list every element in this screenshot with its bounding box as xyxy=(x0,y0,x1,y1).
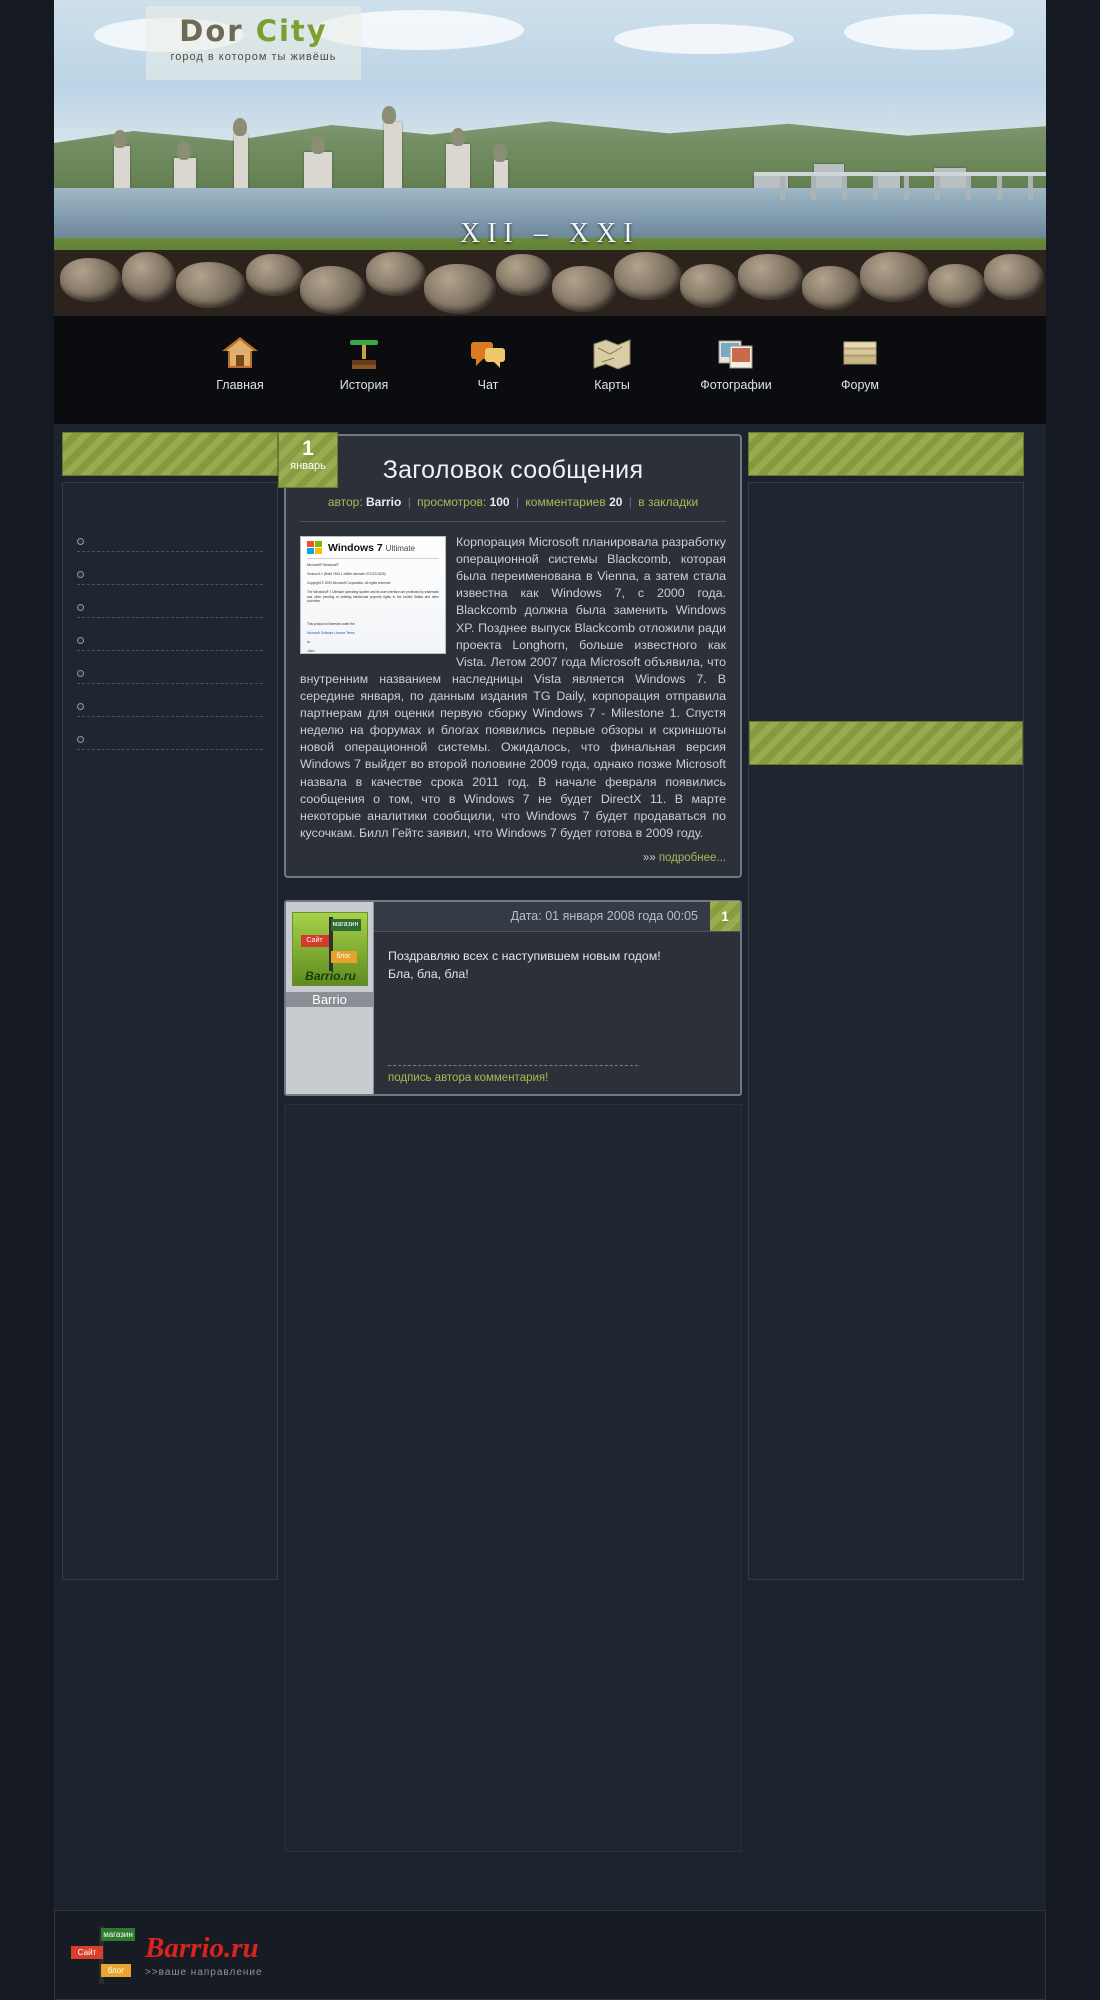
meta-separator: | xyxy=(515,495,520,509)
nav-item-label: Главная xyxy=(216,378,264,392)
nav-item-maps[interactable] xyxy=(569,330,655,392)
bullet-icon xyxy=(77,637,84,644)
nav-item-label: История xyxy=(339,378,389,392)
post-body-text: Корпорация Microsoft планировала разработку операционной системы Blackcomb, которая была переименована в Vienna, а затем стала известна как Windows 7, с 2000 года. Blackcomb должна была заменить Windows XP. Позднее выпуск Blackcomb отложили ради проекта Longhorn, больше известного как Vista. Летом 2007 года Microsoft объявила, что внутренним названием наследницы Vista является Windows 7. В середине января, по данным издания TG Daily, корпорация отправила партнерам для оценки первую сборку Windows 7 - Milestone 1. Спустя неделю на форумах и блогах появились первые обзоры и скриншоты новой операционной системы. Ожидалось, что финальная версия Windows 7 выйдет во второй половине 2009 года, однако позже Microsoft назвала в качестве срока 2011 год. В начале февраля появились сообщения о том, что в Windows 7 не будет DirectX 11. В марте некоторые аналитики сообщили, что Windows 7 будет продаваться по кусочкам. Билл Гейтс заявил, что Windows 7 будет готова в 2009 году. xyxy=(300,535,726,840)
windows-logo-icon xyxy=(307,541,323,555)
comment-card xyxy=(284,900,742,1096)
meta-separator: | xyxy=(628,495,632,509)
footer-brand-block xyxy=(145,1932,263,1978)
maps-icon xyxy=(569,330,655,372)
post-card xyxy=(284,434,742,878)
comment-number-badge: 1 xyxy=(710,901,740,931)
main-column-filler xyxy=(284,1104,742,1852)
bullet-icon xyxy=(77,670,84,677)
nav-item-label: Карты xyxy=(594,378,630,392)
list-item[interactable] xyxy=(77,531,263,552)
bullet-icon xyxy=(77,736,84,743)
list-item[interactable] xyxy=(77,696,263,717)
list-item[interactable] xyxy=(77,729,263,750)
chat-icon xyxy=(445,330,531,372)
avatar[interactable] xyxy=(292,912,368,986)
post-body xyxy=(300,534,726,842)
thumbnail-fine-print-4: The Windows® 7 Ultimate operating system and its user interface are protected by trademark and other pending or existing intellectual property rights in the United States and other countries. xyxy=(307,589,439,604)
post-title: Заголовок сообщения xyxy=(382,456,644,484)
post-more-link[interactable]: подробнее... xyxy=(658,851,726,864)
nav-item-forum[interactable] xyxy=(817,330,903,392)
post-comments-value: 20 xyxy=(609,495,623,509)
list-item[interactable] xyxy=(77,663,263,684)
avatar-brand: Barrio.ru xyxy=(305,968,356,983)
forum-icon xyxy=(817,330,903,372)
comment-text-line-1: Поздравляю всех с наступившем новым годом! xyxy=(388,948,661,963)
nav-item-chat[interactable] xyxy=(445,330,531,392)
header-stone-wall xyxy=(54,250,1046,322)
comment-body-box xyxy=(374,902,740,1094)
comment-header xyxy=(374,902,740,932)
post-author-value: Barrio xyxy=(366,495,402,509)
footer-brand[interactable]: Barrio.ru xyxy=(145,1932,259,1964)
list-item[interactable] xyxy=(77,597,263,618)
comment-text xyxy=(374,932,740,984)
bullet-icon xyxy=(77,538,84,545)
footer-sign-left: Сайт xyxy=(71,1946,103,1959)
left-sidebar-list xyxy=(62,482,278,1580)
post-author-key: автор: xyxy=(327,495,363,509)
bridge-icon xyxy=(754,150,1046,200)
thumbnail-fine-print-2: Version 6.1 (Build 7600.1.x86fre.winmain.071220-1525) xyxy=(307,572,386,577)
site-header xyxy=(54,0,1046,424)
nav-item-home[interactable] xyxy=(197,330,283,392)
nav-item-photos[interactable] xyxy=(693,330,779,392)
post-date-day: 1 xyxy=(302,437,314,460)
right-sidebar xyxy=(748,424,1032,1852)
comment-text-line-2: Бла, бла, бла! xyxy=(388,966,469,981)
cloud-icon xyxy=(844,14,1014,50)
footer-sign-bottom: блог xyxy=(101,1964,131,1977)
thumbnail-fine-print-3: Copyright © 2009 Microsoft Corporation. All rights reserved. xyxy=(307,581,392,586)
logo-title-part2: City xyxy=(255,14,328,48)
comment-date: Дата: 01 января 2008 года 00:05 xyxy=(510,909,698,924)
nav-item-label: Форум xyxy=(841,378,879,392)
post-more-row xyxy=(300,852,726,864)
left-sidebar xyxy=(54,424,278,1852)
thumbnail-license-owner: -Alex- xyxy=(307,648,316,653)
banner-centuries: XII – XXI xyxy=(460,218,640,249)
comment-signature xyxy=(388,1065,638,1084)
list-item[interactable] xyxy=(77,564,263,585)
thumbnail-license-to: to: xyxy=(307,639,311,644)
logo-tagline: город в котором ты живёшь xyxy=(170,51,337,63)
right-sidebar-header-stripe xyxy=(748,432,1024,476)
page-container xyxy=(54,0,1046,2000)
right-sidebar-panel xyxy=(748,482,1024,1580)
post-date-month: январь xyxy=(290,460,326,473)
chevron-right-icon: »» xyxy=(642,851,656,864)
post-comments-key[interactable]: комментариев xyxy=(525,495,606,509)
comment-author-name[interactable]: Barrio xyxy=(286,992,373,1007)
thumbnail-license-link[interactable]: Microsoft Software License Terms xyxy=(307,631,355,636)
post-views-value: 100 xyxy=(489,495,510,509)
footer-logo-icon[interactable] xyxy=(69,1924,139,1986)
signature-text: подпись автора комментария! xyxy=(388,1071,549,1084)
logo-title-part1: Dor xyxy=(179,14,244,48)
bullet-icon xyxy=(77,604,84,611)
thumbnail-fine-print-1: Microsoft® Windows® xyxy=(307,563,339,568)
avatar-sign-left: Сайт xyxy=(301,935,329,947)
main-navigation xyxy=(54,322,1046,424)
book-lamp-icon xyxy=(321,330,407,372)
bullet-icon xyxy=(77,703,84,710)
main-column xyxy=(278,424,748,1852)
thumbnail-os-edition: Ultimate xyxy=(385,544,416,553)
post-views-key: просмотров: xyxy=(417,495,487,509)
list-item[interactable] xyxy=(77,630,263,651)
post-date-flag xyxy=(278,432,338,488)
footer-sign-top: магазин xyxy=(101,1928,135,1941)
avatar-sign-top: магазин xyxy=(331,919,361,931)
site-logo[interactable] xyxy=(146,6,361,80)
right-sidebar-second-stripe xyxy=(749,721,1023,765)
post-bookmark-link[interactable]: в закладки xyxy=(638,495,699,509)
nav-item-label: Чат xyxy=(477,378,499,392)
content-area xyxy=(54,424,1046,1852)
thumbnail-window-title xyxy=(328,541,415,555)
site-footer xyxy=(54,1910,1046,2000)
post-meta xyxy=(300,495,726,522)
cloud-icon xyxy=(614,24,794,54)
thumbnail-os-name: Windows 7 xyxy=(328,542,383,554)
nav-item-label: Фотографии xyxy=(700,378,772,392)
logo-title xyxy=(146,6,361,48)
meta-separator: | xyxy=(407,495,411,509)
thumbnail-license-text: This product is licensed under the xyxy=(307,622,355,627)
footer-tagline: >>ваше направление xyxy=(145,1967,263,1978)
post-thumbnail[interactable] xyxy=(300,536,446,654)
photos-icon xyxy=(693,330,779,372)
left-sidebar-header-stripe xyxy=(62,432,278,476)
home-icon xyxy=(197,330,283,372)
comment-author-box xyxy=(286,902,374,1094)
thumbnail-window-header xyxy=(307,541,439,559)
signature-divider xyxy=(388,1065,638,1066)
nav-item-history[interactable] xyxy=(321,330,407,392)
bullet-icon xyxy=(77,571,84,578)
avatar-sign-bottom: блог xyxy=(331,951,357,963)
